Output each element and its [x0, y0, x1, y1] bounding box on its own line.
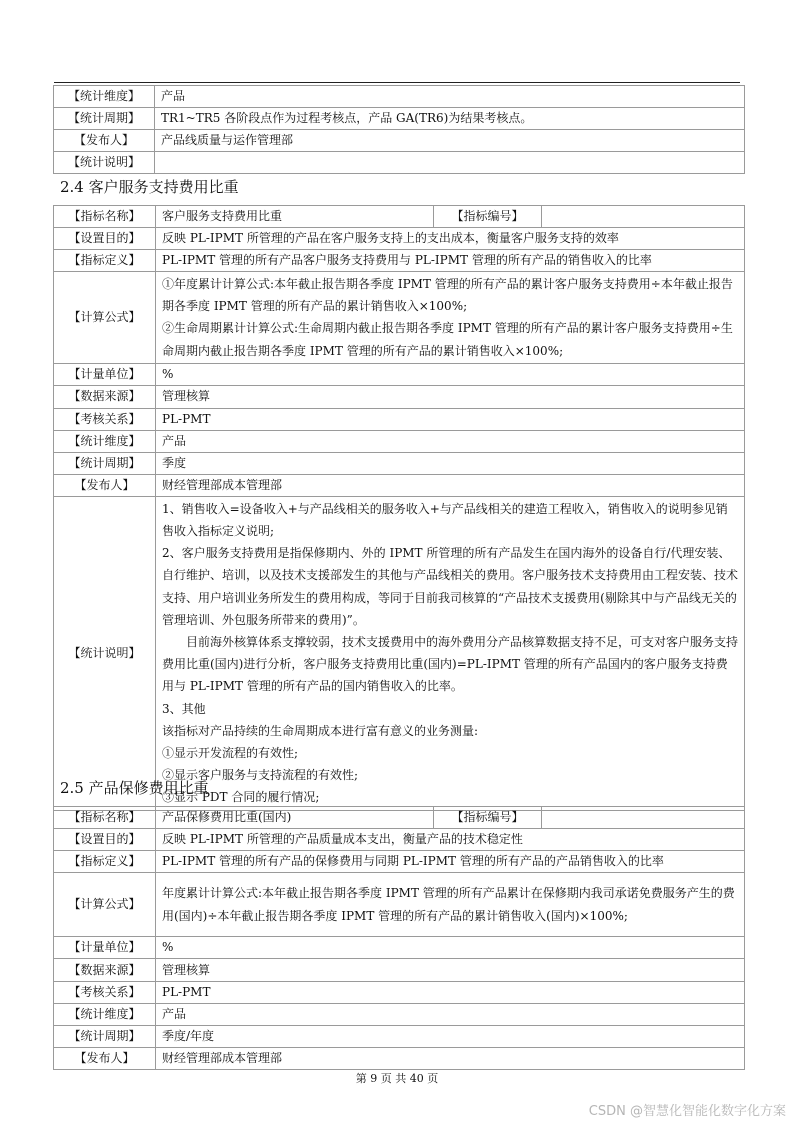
cell-label: 【计量单位】 [54, 363, 156, 385]
metric-table-continued [53, 85, 745, 174]
cell-label: 【统计说明】 [54, 152, 155, 174]
cell-label: 【指标定义】 [54, 851, 156, 873]
cell-label: 【设置目的】 [54, 228, 156, 250]
cell-value: 产品线质量与运作管理部 [155, 130, 745, 152]
cell-label: 【统计维度】 [54, 430, 156, 452]
formula-text: 年度累计计算公式:本年截止报告期各季度 IPMT 管理的所有产品累计在保修期内我司承诺免费服务产生的费用(国内)÷本年截止报告期各季度 IPMT 管理的所有产品的累计销售收入(国内)×100%; [156, 873, 745, 937]
metric-code [542, 807, 745, 829]
watermark: CSDN @智慧化智能化数字化方案 [588, 1104, 786, 1119]
cell-value: 产品 [156, 1004, 745, 1026]
formula-text: ①年度累计计算公式:本年截止报告期各季度 IPMT 管理的所有产品的累计客户服务支持费用÷本年截止报告期各季度 IPMT 管理的所有产品的累计销售收入×100%; ②生命周期累计计算公式:生命周期内截止报告期各季度 IPMT 管理的所有产品的累计客户服务支持费用÷生命周期内截止报告期各季度 IPMT 管理的所有产品的累计销售收入×100%; [156, 272, 745, 364]
cell-value: 管理核算 [156, 385, 745, 408]
cell-label: 【指标编号】 [434, 807, 542, 829]
cell-label: 【计算公式】 [54, 272, 156, 364]
cell-value: 季度/年度 [156, 1026, 745, 1048]
note-text: 1、销售收入=设备收入+与产品线相关的服务收入+与产品线相关的建造工程收入，销售收入的说明参见销售收入指标定义说明; 2、客户服务支持费用是指保修期内、外的 IPMT 所管理的所有产品发生在国内海外的设备自行/代理安装、自行维护、培训，以及技术支援部发生的其他与产品线相关的费用。客户服务技术支持费用由工程安装、技术支持、用户培训业务所发生的费用构成，等同于目前我司核算的“产品技术支援费用(剔除其中与产品线无关的管理培训、外包服务所带来的费用)”。 目前海外核算体系支撑较弱，技术支援费用中的海外费用分产品核算数据支持不足，可支对客户服务支持费用比重(国内)进行分析，客户服务支持费用比重(国内)=PL-IPMT 管理的所有产品国内的客户服务支持费用与 PL-IPMT 管理的所有产品的国内销售收入的比率。 3、其他 该指标对产品持续的生命周期成本进行富有意义的业务测量: ①显示开发流程的有效性; ②显示客户服务与支持流程的有效性; ③显示 PDT 合同的履行情况; [156, 496, 745, 810]
cell-label: 【统计周期】 [54, 452, 156, 474]
cell-label: 【发布人】 [54, 1048, 156, 1070]
header-rule [54, 82, 740, 83]
cell-value: 反映 PL-IPMT 所管理的产品质量成本支出，衡量产品的技术稳定性 [156, 829, 745, 851]
cell-label: 【统计周期】 [54, 1026, 156, 1048]
cell-label: 【统计说明】 [54, 496, 156, 810]
cell-value: 产品 [156, 430, 745, 452]
cell-value: % [156, 937, 745, 959]
cell-label: 【统计维度】 [54, 86, 155, 108]
cell-value: 财经管理部成本管理部 [156, 474, 745, 496]
cell-value: 管理核算 [156, 959, 745, 982]
cell-value: PL-IPMT 管理的所有产品的保修费用与同期 PL-IPMT 管理的所有产品的产品销售收入的比率 [156, 851, 745, 873]
section-heading-2-4: 2.4 客户服务支持费用比重 [60, 178, 239, 196]
cell-label: 【发布人】 [54, 130, 155, 152]
cell-value: 产品 [155, 86, 745, 108]
metric-code [542, 206, 745, 228]
cell-label: 【指标编号】 [434, 206, 542, 228]
cell-value: % [156, 363, 745, 385]
page-number: 第 9 页 共 40 页 [355, 1072, 439, 1085]
cell-label: 【指标名称】 [54, 206, 156, 228]
cell-label: 【考核关系】 [54, 982, 156, 1004]
section-heading-2-5: 2.5 产品保修费用比重 [60, 779, 209, 797]
metric-table-2-5 [53, 806, 745, 1070]
metric-name: 产品保修费用比重(国内) [156, 807, 434, 829]
metric-table-2-4 [53, 205, 745, 811]
cell-value: PL-PMT [156, 408, 745, 430]
cell-label: 【发布人】 [54, 474, 156, 496]
cell-label: 【指标定义】 [54, 250, 156, 272]
cell-label: 【指标名称】 [54, 807, 156, 829]
cell-value: 季度 [156, 452, 745, 474]
cell-label: 【设置目的】 [54, 829, 156, 851]
cell-label: 【考核关系】 [54, 408, 156, 430]
cell-value [155, 152, 745, 174]
cell-value: TR1~TR5 各阶段点作为过程考核点，产品 GA(TR6)为结果考核点。 [155, 108, 745, 130]
cell-label: 【数据来源】 [54, 959, 156, 982]
cell-label: 【统计周期】 [54, 108, 155, 130]
cell-label: 【计算公式】 [54, 873, 156, 937]
cell-label: 【数据来源】 [54, 385, 156, 408]
cell-label: 【统计维度】 [54, 1004, 156, 1026]
cell-value: 财经管理部成本管理部 [156, 1048, 745, 1070]
cell-value: 反映 PL-IPMT 所管理的产品在客户服务支持上的支出成本，衡量客户服务支持的效率 [156, 228, 745, 250]
cell-label: 【计量单位】 [54, 937, 156, 959]
cell-value: PL-IPMT 管理的所有产品客户服务支持费用与 PL-IPMT 管理的所有产品的销售收入的比率 [156, 250, 745, 272]
cell-value: PL-PMT [156, 982, 745, 1004]
metric-name: 客户服务支持费用比重 [156, 206, 434, 228]
